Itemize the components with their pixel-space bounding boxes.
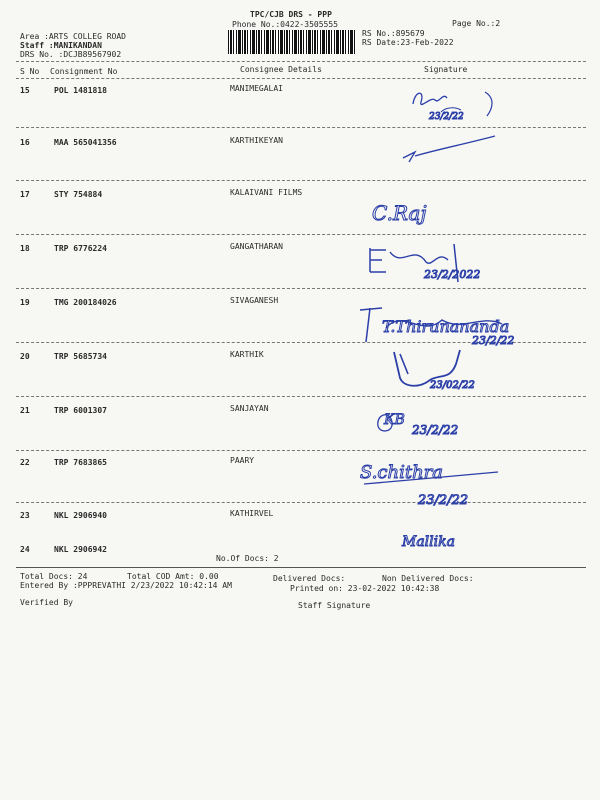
row-divider bbox=[16, 396, 586, 397]
drs-number: DRS No. :DCJB89567902 bbox=[20, 50, 122, 59]
col-consignee: Consignee Details bbox=[240, 65, 322, 74]
col-signature: Signature bbox=[424, 65, 468, 74]
row-consignee: KALAIVANI FILMS bbox=[230, 188, 303, 197]
row-sno: 21 bbox=[20, 406, 30, 415]
row-divider bbox=[16, 288, 586, 289]
row-sno: 22 bbox=[20, 458, 30, 467]
row-consignee: SIVAGANESH bbox=[230, 296, 279, 305]
area-label: Area :ARTS COLLEG ROAD bbox=[20, 32, 126, 41]
row-sno: 17 bbox=[20, 190, 30, 199]
footer-divider bbox=[16, 567, 586, 568]
row-consignment: TRP 5685734 bbox=[54, 352, 107, 361]
svg-text:23/2/22: 23/2/22 bbox=[418, 493, 469, 508]
row-consignment: STY 754884 bbox=[54, 190, 103, 199]
row-sno: 23 bbox=[20, 511, 30, 520]
staff-label: Staff :MANIKANDAN bbox=[20, 41, 102, 50]
row-consignment: NKL 2906940 bbox=[54, 511, 107, 520]
row-consignee: KARTHIKEYAN bbox=[230, 136, 283, 145]
row-consignment: POL 1481818 bbox=[54, 86, 107, 95]
row-consignee: KARTHIK bbox=[230, 350, 264, 359]
row-sno: 20 bbox=[20, 352, 30, 361]
svg-text:23/02/22: 23/02/22 bbox=[430, 380, 475, 391]
row-consignment: NKL 2906942 bbox=[54, 545, 107, 554]
signature-20 bbox=[380, 344, 490, 394]
rs-date: RS Date:23-Feb-2022 bbox=[362, 38, 454, 47]
phone-number: Phone No.:0422-3505555 bbox=[232, 20, 338, 29]
header-divider bbox=[16, 61, 586, 62]
col-sno: S No bbox=[20, 67, 40, 76]
col-consignment: Consignment No bbox=[50, 67, 118, 76]
entered-by: Entered By :PPPREVATHI 2/23/2022 10:42:14 AM bbox=[20, 581, 232, 590]
row-divider bbox=[16, 234, 586, 235]
row-consignment: TRP 6776224 bbox=[54, 244, 107, 253]
barcode bbox=[228, 30, 356, 54]
verified-by: Verified By bbox=[20, 598, 73, 607]
rs-number: RS No.:895679 bbox=[362, 29, 425, 38]
page-number: Page No.:2 bbox=[452, 19, 501, 28]
signature-17 bbox=[368, 194, 438, 230]
signature-16 bbox=[395, 132, 505, 172]
row-divider bbox=[16, 127, 586, 128]
row-consignment: MAA 565041356 bbox=[54, 138, 117, 147]
row-consignment: TRP 7683865 bbox=[54, 458, 107, 467]
signature-21 bbox=[372, 400, 482, 440]
staff-signature: Staff Signature bbox=[298, 601, 371, 610]
signature-19 bbox=[352, 298, 572, 348]
report-title: TPC/CJB DRS - PPP bbox=[250, 10, 332, 19]
svg-text:S.chithra: S.chithra bbox=[360, 462, 444, 483]
signature-23 bbox=[400, 528, 470, 554]
signature-15 bbox=[395, 82, 515, 126]
svg-text:23/2/22: 23/2/22 bbox=[412, 423, 459, 437]
row-sno: 18 bbox=[20, 244, 30, 253]
row-consignee: MANIMEGALAI bbox=[230, 84, 283, 93]
svg-text:23/2/22: 23/2/22 bbox=[429, 112, 464, 122]
row-sno: 16 bbox=[20, 138, 30, 147]
row-sno: 15 bbox=[20, 86, 30, 95]
signature-18 bbox=[362, 238, 522, 286]
row-consignee: KATHIRVEL bbox=[230, 509, 274, 518]
printed-on: Printed on: 23-02-2022 10:42:38 bbox=[290, 584, 440, 593]
total-cod: Total COD Amt: 0.00 bbox=[127, 572, 219, 581]
row-sno: 24 bbox=[20, 545, 30, 554]
total-docs: Total Docs: 24 bbox=[20, 572, 88, 581]
row-consignment: TMG 200184026 bbox=[54, 298, 117, 307]
row-divider bbox=[16, 180, 586, 181]
no-of-docs: No.Of Docs: 2 bbox=[216, 554, 279, 563]
row-consignee: SANJAYAN bbox=[230, 404, 269, 413]
non-delivered-docs: Non Delivered Docs: bbox=[382, 574, 474, 583]
svg-text:KB: KB bbox=[384, 412, 405, 428]
svg-text:23/2/22: 23/2/22 bbox=[472, 334, 515, 347]
svg-text:23/2/2022: 23/2/2022 bbox=[424, 268, 481, 281]
svg-text:T.Thirunananda: T.Thirunananda bbox=[382, 317, 510, 336]
delivered-docs: Delivered Docs: bbox=[273, 574, 346, 583]
signature-22 bbox=[358, 456, 508, 512]
column-divider bbox=[16, 78, 586, 79]
row-consignee: PAARY bbox=[230, 456, 255, 465]
svg-text:C.Raj: C.Raj bbox=[372, 201, 427, 225]
svg-text:Mallika: Mallika bbox=[402, 534, 455, 550]
row-consignee: GANGATHARAN bbox=[230, 242, 283, 251]
row-sno: 19 bbox=[20, 298, 30, 307]
row-divider bbox=[16, 450, 586, 451]
row-consignment: TRP 6001307 bbox=[54, 406, 107, 415]
